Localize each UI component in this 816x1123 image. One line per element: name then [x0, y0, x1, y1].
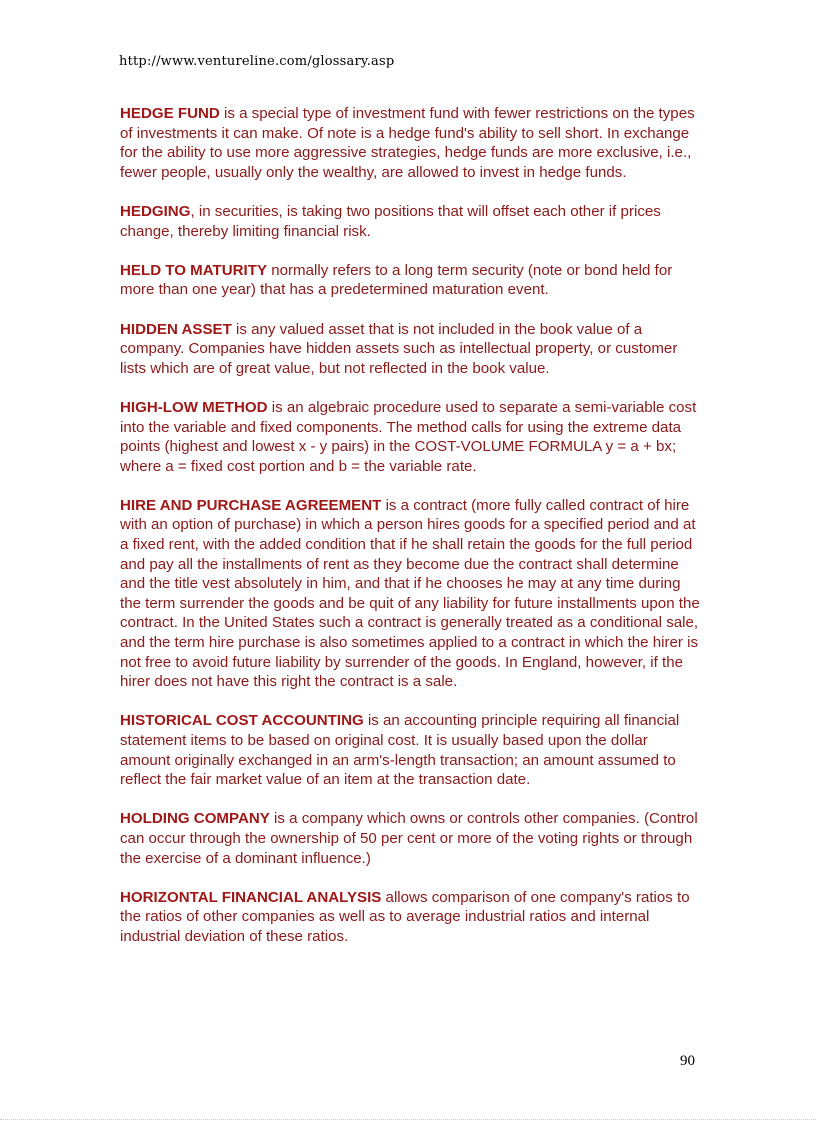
glossary-term: HIGH-LOW METHOD	[120, 398, 268, 416]
glossary-definition: is an algebraic procedure used to separate a semi-variable cost into the variable and fixed components. The method calls for using the extreme data points (highest and lowest x - y pairs) in the COST-VOLUME FORMULA y = a + bx; where a = fixed cost portion and b = the variable rate.	[120, 398, 697, 475]
glossary-definition: is a company which owns or controls other companies. (Control can occur through the ownership of 50 per cent or more of the voting rights or through the exercise of a dominant influence.)	[120, 810, 698, 867]
glossary-term: HISTORICAL COST ACCOUNTING	[120, 712, 364, 730]
glossary-entry	[120, 398, 700, 476]
glossary-entry	[120, 261, 700, 300]
glossary-definition: is a special type of investment fund with fewer restrictions on the types of investments it can make. Of note is a hedge fund's ability to sell short. In exchange for the ability to use more aggressive strategies, hedge funds are more exclusive, i.e., fewer people, usually only the wealthy, are allowed to invest in hedge funds.	[120, 105, 695, 181]
glossary-term: HOLDING COMPANY	[120, 810, 270, 828]
glossary-term: HEDGE FUND	[120, 105, 220, 122]
glossary-definition: , in securities, is taking two positions that will offset each other if prices change, thereby limiting financial risk.	[120, 202, 661, 240]
glossary-term: HORIZONTAL FINANCIAL ANALYSIS	[120, 888, 382, 906]
glossary-term: HIDDEN ASSET	[120, 320, 232, 338]
glossary-definition: is any valued asset that is not included in the book value of a company. Companies have hidden assets such as intellectual property, or customer lists which are of great value, but not reflected in the book value.	[120, 320, 678, 377]
glossary-entry	[120, 888, 700, 947]
glossary-definition: normally refers to a long term security (note or bond held for more than one year) that has a predetermined maturation event.	[120, 261, 673, 299]
glossary-entry	[120, 809, 700, 868]
glossary-entry	[120, 711, 700, 789]
glossary-term: HELD TO MATURITY	[120, 261, 268, 279]
glossary-entry	[120, 320, 700, 379]
glossary-entry	[120, 202, 700, 241]
glossary-entry	[120, 104, 700, 182]
source-url: http://www.ventureline.com/glossary.asp	[119, 54, 395, 69]
glossary-definition: is an accounting principle requiring all financial statement items to be based on original cost. It is usually based upon the dollar amount originally exchanged in an arm's-length transaction; an amount assumed to reflect the fair market value of an item at the transaction date.	[120, 712, 680, 789]
glossary-entry	[120, 496, 700, 692]
glossary-term: HEDGING	[120, 202, 191, 220]
page-bottom-divider	[0, 1119, 816, 1120]
glossary-term: HIRE AND PURCHASE AGREEMENT	[120, 496, 382, 514]
glossary-entries	[120, 104, 700, 966]
glossary-definition: is a contract (more fully called contract of hire with an option of purchase) in which a person hires goods for a specified period and at a fixed rent, with the added condition that if he shall retain the goods for the full period and pay all the installments of rent as they become due the contract shall determine and the title vest absolutely in him, and that if he chooses he may at any time during the term surrender the goods and be quit of any liability for future installments upon the contract. In the United States such a contract is generally treated as a conditional sale, and the term hire purchase is also sometimes applied to a contract in which the hirer is not free to avoid future liability by surrender of the goods. In England, however, if the hirer does not have this right the contract is a sale.	[120, 496, 700, 691]
glossary-definition: allows comparison of one company's ratios to the ratios of other companies as well as to average industrial ratios and internal industrial deviation of these ratios.	[120, 888, 690, 945]
page-number: 90	[680, 1053, 695, 1069]
